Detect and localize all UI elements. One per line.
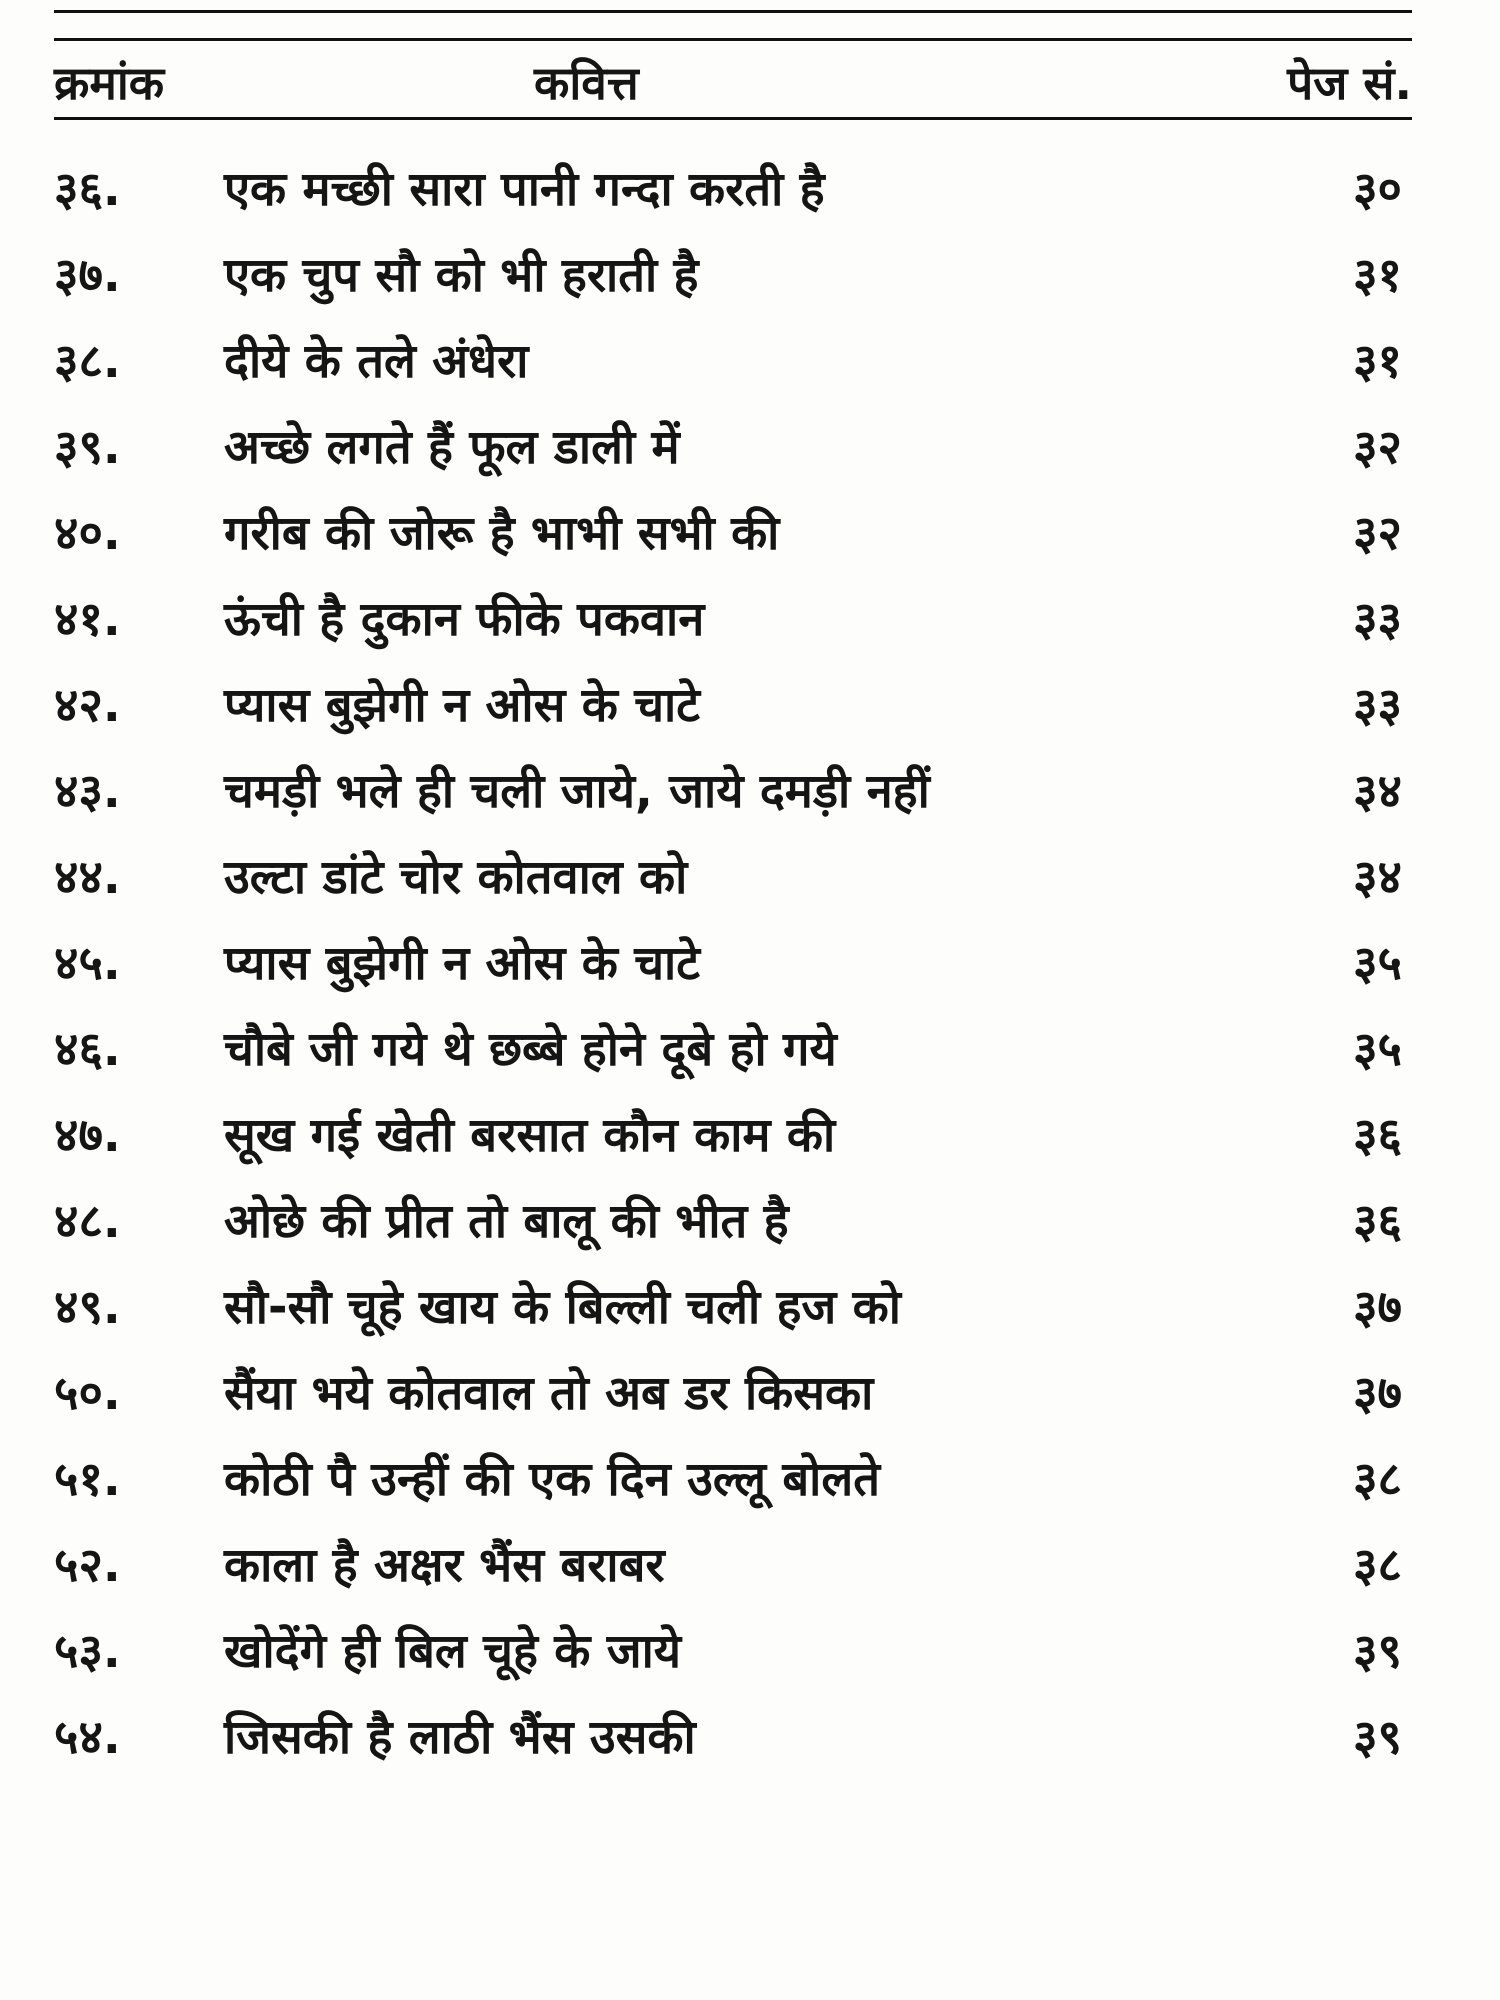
entry-serial: ३६.: [54, 162, 121, 217]
entry-page: ३८: [1353, 1452, 1402, 1507]
toc-entry: [54, 494, 1412, 580]
entry-serial: ५२.: [54, 1538, 121, 1593]
toc-entry: [54, 1698, 1412, 1784]
entry-serial: ४१.: [54, 592, 121, 647]
entry-page: ३९: [1353, 1624, 1402, 1679]
toc-entry: [54, 1096, 1412, 1182]
entry-page: ३३: [1353, 592, 1402, 647]
entry-serial: ४९.: [54, 1280, 121, 1335]
entry-title: कोठी पै उन्हीं की एक दिन उल्लू बोलते: [224, 1452, 880, 1507]
entry-page: ३७: [1353, 1280, 1402, 1335]
entry-serial: ४३.: [54, 764, 121, 819]
entry-serial: ३९.: [54, 420, 121, 475]
entry-serial: ४८.: [54, 1194, 121, 1249]
top-rule-second: [54, 38, 1412, 41]
entry-title: ओछे की प्रीत तो बालू की भीत है: [224, 1194, 789, 1249]
serial-column-header: क्रमांक: [54, 56, 165, 110]
entry-title: एक मच्छी सारा पानी गन्दा करती है: [224, 162, 825, 217]
entry-page: ३६: [1353, 1194, 1402, 1249]
entry-serial: ५१.: [54, 1452, 121, 1507]
entry-page: ३१: [1353, 248, 1402, 303]
entry-page: ३२: [1353, 506, 1402, 561]
entry-page: ३६: [1353, 1108, 1402, 1163]
entry-serial: ४४.: [54, 850, 121, 905]
entry-serial: ४०.: [54, 506, 121, 561]
toc-entry: [54, 580, 1412, 666]
toc-entry: [54, 1612, 1412, 1698]
toc-entry: [54, 666, 1412, 752]
toc-entry: [54, 408, 1412, 494]
toc-entry: [54, 1440, 1412, 1526]
page-column-header: पेज सं.: [1287, 56, 1412, 110]
entry-title: अच्छे लगते हैं फूल डाली में: [224, 420, 680, 475]
entry-title: चौबे जी गये थे छब्बे होने दूबे हो गये: [224, 1022, 837, 1077]
entry-title: सौ-सौ चूहे खाय के बिल्ली चली हज को: [224, 1280, 901, 1335]
entry-page: ३५: [1353, 1022, 1402, 1077]
toc-entry: [54, 1354, 1412, 1440]
entry-title: प्यास बुझेगी न ओस के चाटे: [224, 678, 700, 733]
entry-page: ३७: [1353, 1366, 1402, 1421]
top-rule: [54, 10, 1412, 13]
entry-title: दीये के तले अंधेरा: [224, 334, 529, 389]
entry-serial: ५०.: [54, 1366, 121, 1421]
entry-title: जिसकी है लाठी भैंस उसकी: [224, 1710, 696, 1765]
entry-serial: ४६.: [54, 1022, 121, 1077]
toc-entry: [54, 150, 1412, 236]
entry-serial: ५४.: [54, 1710, 121, 1765]
entry-serial: ३७.: [54, 248, 121, 303]
toc-entry: [54, 1526, 1412, 1612]
entry-serial: ४७.: [54, 1108, 121, 1163]
toc-entry: [54, 1182, 1412, 1268]
entry-title: खोदेंगे ही बिल चूहे के जाये: [224, 1624, 682, 1679]
entry-page: ३३: [1353, 678, 1402, 733]
toc-entry: [54, 924, 1412, 1010]
entry-serial: ५३.: [54, 1624, 121, 1679]
entry-page: ३४: [1353, 850, 1402, 905]
entry-page: ३०: [1353, 162, 1402, 217]
toc-entry: [54, 236, 1412, 322]
toc-entry: [54, 752, 1412, 838]
entry-title: उल्टा डांटे चोर कोतवाल को: [224, 850, 688, 905]
entry-page: ३५: [1353, 936, 1402, 991]
entry-page: ३९: [1353, 1710, 1402, 1765]
entry-title: एक चुप सौ को भी हराती है: [224, 248, 699, 303]
toc-entry: [54, 838, 1412, 924]
toc-entry: [54, 322, 1412, 408]
entry-page: ३२: [1353, 420, 1402, 475]
toc-header: [54, 48, 1412, 114]
entry-page: ३१: [1353, 334, 1402, 389]
header-rule: [54, 117, 1412, 120]
entry-title: ऊंची है दुकान फीके पकवान: [224, 592, 705, 647]
entry-serial: ४५.: [54, 936, 121, 991]
entry-title: प्यास बुझेगी न ओस के चाटे: [224, 936, 700, 991]
toc-list: [54, 150, 1412, 1784]
entry-title: चमड़ी भले ही चली जाये, जाये दमड़ी नहीं: [224, 764, 930, 819]
entry-serial: ४२.: [54, 678, 121, 733]
entry-serial: ३८.: [54, 334, 121, 389]
entry-title: सैंया भये कोतवाल तो अब डर किसका: [224, 1366, 874, 1421]
entry-title: गरीब की जोरू है भाभी सभी की: [224, 506, 780, 561]
entry-title: सूख गई खेती बरसात कौन काम की: [224, 1108, 836, 1163]
entry-page: ३४: [1353, 764, 1402, 819]
toc-entry: [54, 1010, 1412, 1096]
entry-title: काला है अक्षर भैंस बराबर: [224, 1538, 665, 1593]
title-column-header: कवित्त: [534, 56, 639, 110]
toc-entry: [54, 1268, 1412, 1354]
entry-page: ३८: [1353, 1538, 1402, 1593]
